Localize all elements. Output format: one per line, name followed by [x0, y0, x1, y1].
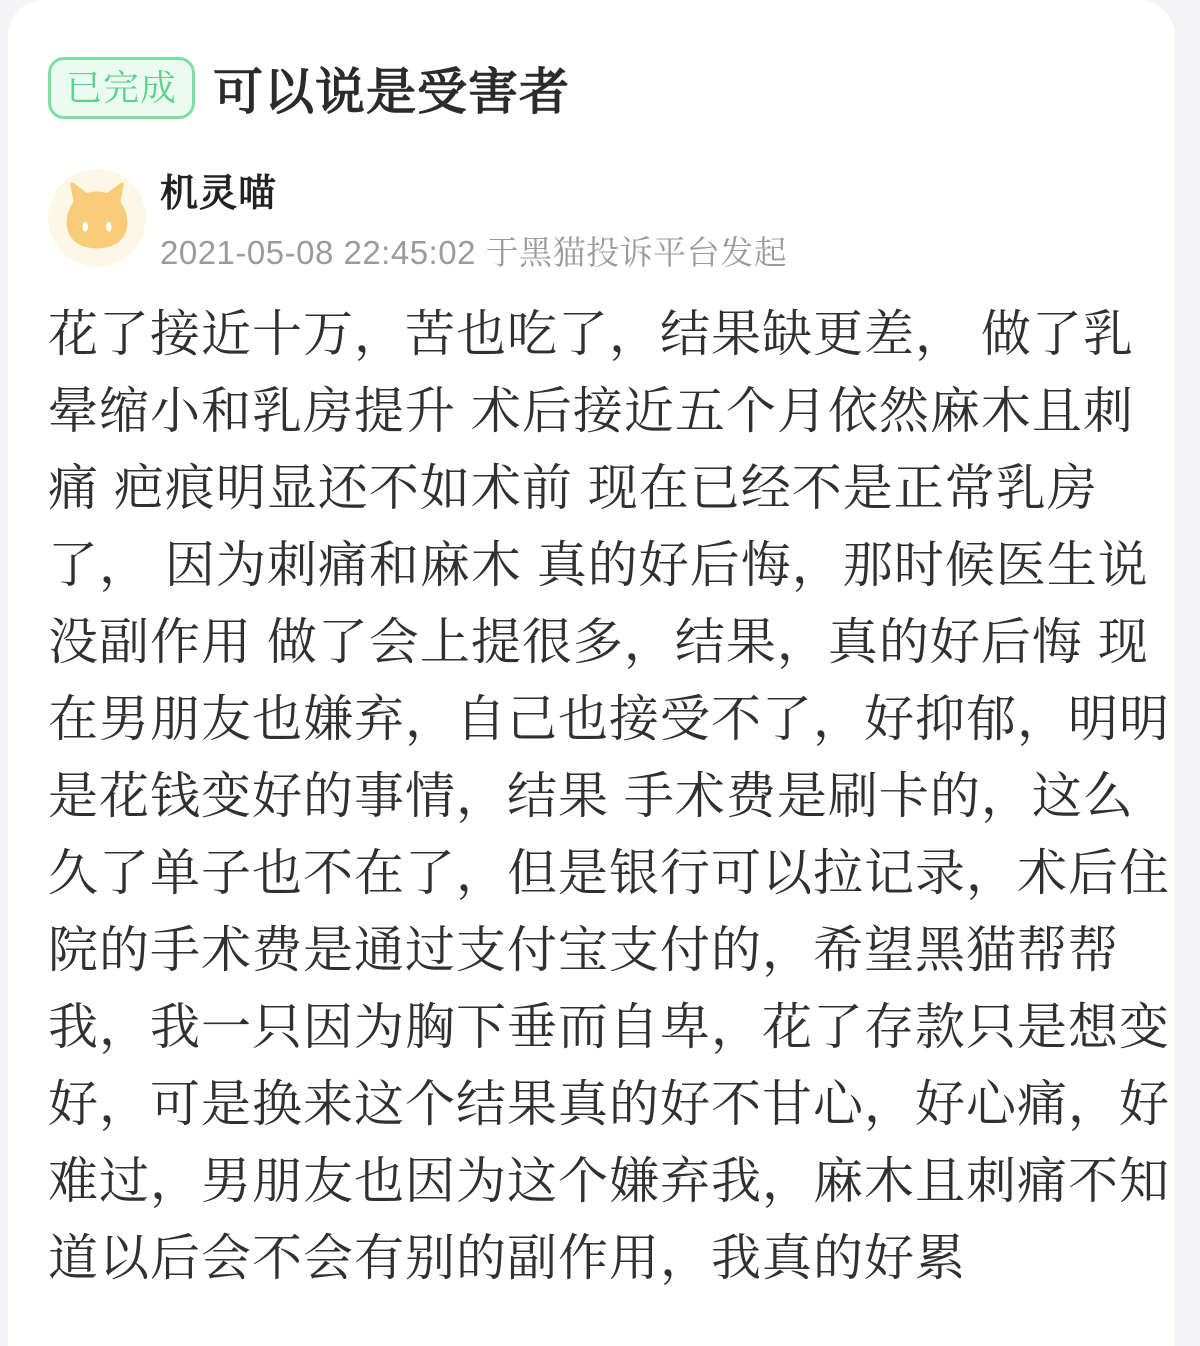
user-info [48, 162, 1163, 274]
complaint-line: 没副作用 做了会上提很多，结果，真的好后悔 现 [48, 614, 1149, 670]
complaint-line: 晕缩小和乳房提升 术后接近五个月依然麻木且刺 [48, 383, 1134, 439]
complaint-line: 我，我一只因为胸下垂而自卑，花了存款只是想变 [48, 999, 1170, 1055]
complaint-line: 好，可是换来这个结果真的好不甘心，好心痛，好 [48, 1076, 1170, 1132]
complaint-line: 是花钱变好的事情，结果 手术费是刷卡的，这么 [48, 768, 1134, 824]
complaint-line: 了， 因为刺痛和麻木 真的好后悔，那时候医生说 [48, 537, 1149, 593]
cat-face-icon [48, 169, 146, 267]
complaint-line: 久了单子也不在了，但是银行可以拉记录，术后住 [48, 845, 1170, 901]
complaint-line: 在男朋友也嫌弃，自己也接受不了，好抑郁，明明 [48, 691, 1170, 747]
page-title: 可以说是受害者 [213, 64, 571, 120]
username: 机灵喵 [160, 173, 278, 215]
header [48, 52, 1163, 124]
complaint-line: 痛 疤痕明显还不如术前 现在已经不是正常乳房 [48, 460, 1098, 516]
avatar [48, 169, 146, 267]
complaint-line: 难过，男朋友也因为这个嫌弃我，麻木且刺痛不知 [48, 1153, 1170, 1209]
user-meta [160, 162, 787, 274]
timestamp: 2021-05-08 22:45:02 于黑猫投诉平台发起 [160, 234, 788, 271]
complaint-card [8, 0, 1175, 1346]
complaint-text [48, 296, 1170, 1297]
status-badge: 已完成 [48, 57, 195, 119]
complaint-line: 道以后会不会有别的副作用，我真的好累 [48, 1230, 966, 1286]
complaint-line: 花了接近十万，苦也吃了，结果缺更差， 做了乳 [48, 306, 1134, 362]
complaint-line: 院的手术费是通过支付宝支付的，希望黑猫帮帮 [48, 922, 1119, 978]
